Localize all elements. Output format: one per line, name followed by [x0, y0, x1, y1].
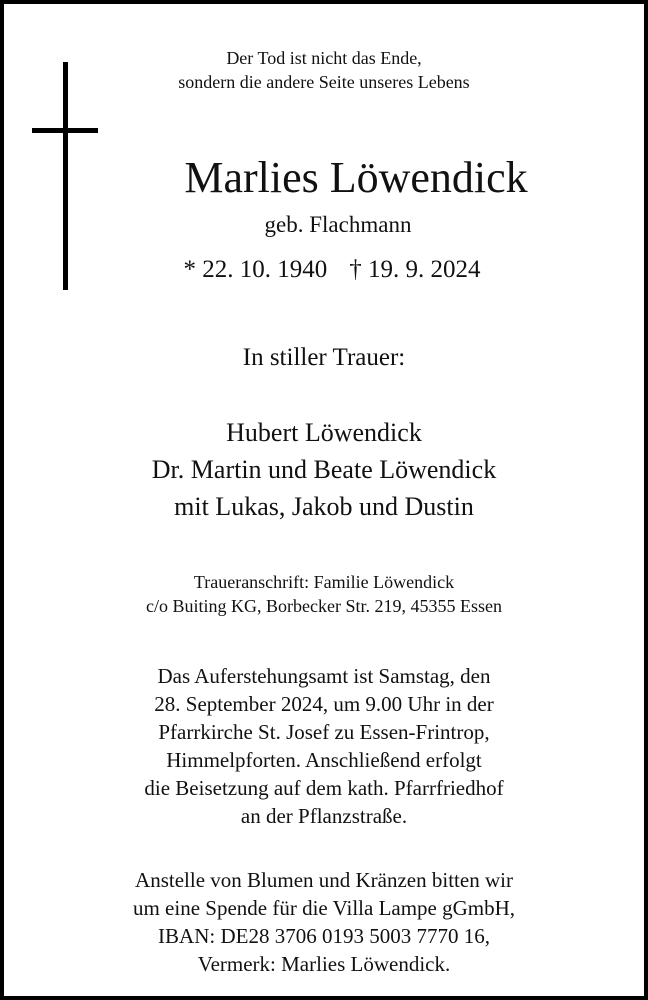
life-dates	[12, 254, 648, 286]
motto-line: Der Tod ist nicht das Ende,	[226, 48, 422, 68]
donation-line: IBAN: DE28 3706 0193 5003 7770 16,	[158, 924, 490, 948]
mourner-line: mit Lukas, Jakob und Dustin	[174, 492, 474, 521]
mourning-address	[4, 570, 644, 618]
deceased-name: Marlies Löwendick	[184, 153, 528, 202]
service-line: Pfarrkirche St. Josef zu Essen-Frintrop,	[158, 720, 490, 744]
motto-line: sondern die andere Seite unseres Lebens	[178, 72, 470, 92]
service-line: die Beisetzung auf dem kath. Pfarrfriedhof	[144, 776, 504, 800]
mourner-line: Hubert Löwendick	[226, 418, 422, 447]
mourner-line: Dr. Martin und Beate Löwendick	[151, 455, 497, 484]
cross-horizontal-bar	[32, 128, 98, 133]
address-line: c/o Buiting KG, Borbecker Str. 219, 45355 Essen	[146, 596, 502, 616]
service-line: Himmelpforten. Anschließend erfolgt	[166, 748, 482, 772]
motto-quote	[4, 46, 644, 94]
donation-line: Anstelle von Blumen und Kränzen bitten wir	[135, 868, 513, 892]
donation-info	[4, 866, 644, 978]
service-line: an der Pflanzstraße.	[240, 804, 408, 828]
birth-date: * 22. 10. 1940	[183, 256, 328, 283]
maiden-name: geb. Flachmann	[264, 212, 412, 237]
donation-line: Vermerk: Marlies Löwendick.	[197, 952, 451, 976]
service-info	[4, 662, 644, 830]
mourning-intro: In stiller Trauer:	[242, 344, 406, 371]
service-line: 28. September 2024, um 9.00 Uhr in der	[154, 692, 494, 716]
mourners-list	[4, 414, 644, 525]
death-date: † 19. 9. 2024	[349, 256, 481, 283]
address-line: Traueranschrift: Familie Löwendick	[193, 572, 455, 592]
service-line: Das Auferstehungsamt ist Samstag, den	[157, 664, 491, 688]
donation-line: um eine Spende für die Villa Lampe gGmbH,	[132, 896, 516, 920]
obituary-notice	[4, 4, 644, 996]
